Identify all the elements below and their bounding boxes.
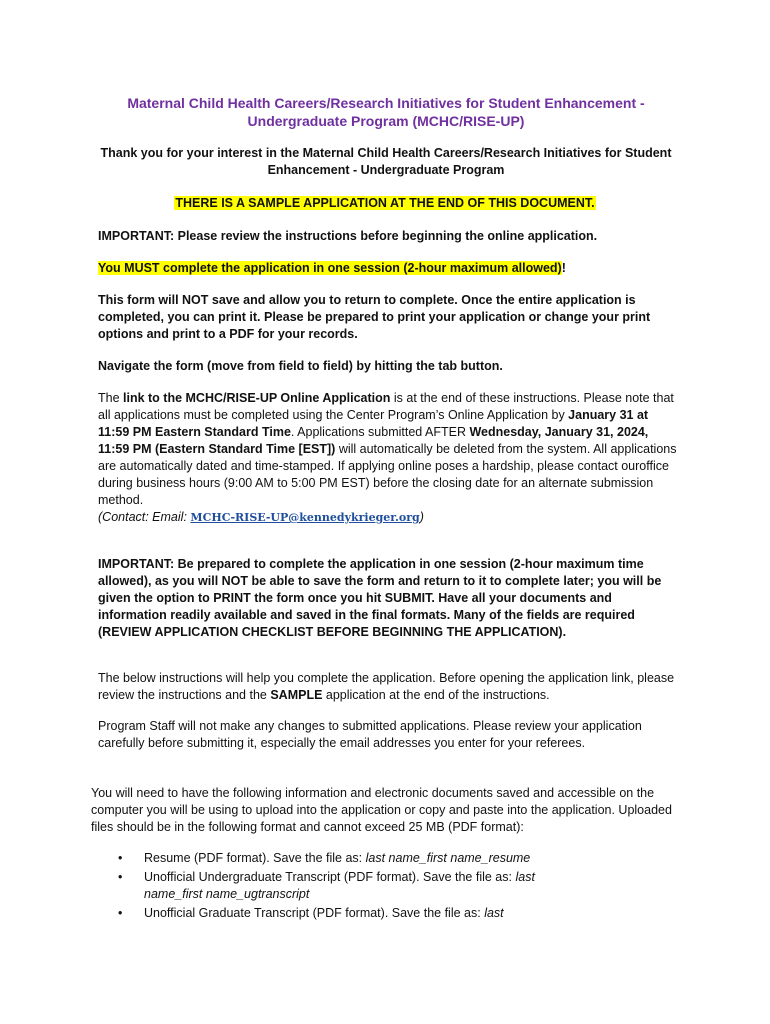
list-item-filename: last name_first name_resume	[365, 851, 531, 865]
sample-word: SAMPLE	[270, 688, 323, 702]
staff-notice: Program Staff will not make any changes to submitted applications. Please review your application carefully before submitting it, especially the email addresses you enter for your referees.	[98, 719, 642, 750]
deadline-text-1: The	[98, 391, 124, 405]
list-item-text: Resume (PDF format). Save the file as:	[144, 851, 366, 865]
must-complete-notice	[98, 260, 678, 277]
document-checklist	[118, 850, 588, 924]
application-link-label: link to the MCHC/RISE-UP Online Application	[123, 391, 391, 405]
list-item-text: Unofficial Undergraduate Transcript (PDF format). Save the file as:	[144, 870, 516, 884]
must-complete-exclamation: !	[561, 261, 566, 275]
list-item-filename: last name_first name_ugtranscript	[144, 870, 535, 901]
list-item-text: Unofficial Graduate Transcript (PDF format). Save the file as:	[144, 906, 485, 920]
must-complete-highlight: You MUST complete the application in one session (2-hour maximum allowed)	[98, 261, 562, 275]
not-save-notice: This form will NOT save and allow you to return to complete. Once the entire application is completed, you can print it. Please be prepared to print your application or change your print options and print to a PDF for your records.	[98, 293, 651, 341]
important-review-notice: IMPORTANT: Please review the instructions before beginning the online application.	[98, 229, 598, 243]
list-item-filename: last	[484, 906, 504, 920]
list-item	[118, 869, 588, 903]
deadline-text-2: is at the end of these instructions. Please note that all applications must be completed using the Center Program’s Online Application by	[98, 391, 674, 422]
bullet-icon: •	[118, 870, 123, 884]
document-title: Maternal Child Health Careers/Research Initiatives for Student Enhancement - Undergraduate Program (MCHC/RISE-UP)	[127, 95, 645, 129]
need-info-paragraph: You will need to have the following information and electronic documents saved and accessible on the computer you will be using to upload into the application or copy and paste into the application. Uploaded files should be in the following format and cannot exceed 25 MB (PDF format):	[91, 786, 672, 834]
deadline-text-4: will automatically be deleted from the system. All applications are automatically dated and time-stamped. If applying online poses a hardship, please contact ouroffice during business hours (9:00 AM to 5:00 PM EST) before the closing date for an alternate submission method.	[98, 442, 677, 507]
below-text-1: The below instructions will help you complete the application. Before opening the application link, please review the instructions and the	[98, 671, 675, 702]
below-text-2: application at the end of the instructions.	[322, 688, 550, 702]
deadline-full-date: Wednesday, January 31, 2024, 11:59 PM (Eastern Standard Time [EST])	[98, 425, 649, 456]
contact-label: (Contact: Email:	[98, 510, 191, 524]
bullet-icon: •	[118, 851, 123, 865]
list-item	[118, 850, 588, 867]
deadline-date: January 31 at 11:59 PM Eastern Standard Time	[98, 408, 649, 439]
bullet-icon: •	[118, 906, 123, 920]
thank-you-message: Thank you for your interest in the Maternal Child Health Careers/Research Initiatives for Student Enhancement - Undergraduate Program	[100, 146, 672, 177]
important-prepared-notice: IMPORTANT: Be prepared to complete the application in one session (2-hour maximum time allowed), as you will NOT be able to save the form and return to it to complete later; you will be given the option to PRINT the form once you hit SUBMIT. Have all your documents and information readily available and saved in the final formats. Many of the fields are required (REVIEW APPLICATION CHECKLIST BEFORE BEGINNING THE APPLICATION).	[98, 557, 662, 639]
deadline-paragraph	[98, 390, 678, 526]
navigate-notice: Navigate the form (move from field to field) by hitting the tab button.	[98, 359, 503, 373]
contact-email-link[interactable]: MCHC-RISE-UP@kennedykrieger.org	[190, 511, 420, 524]
below-instructions-paragraph	[98, 670, 678, 704]
sample-notice: THERE IS A SAMPLE APPLICATION AT THE END OF THIS DOCUMENT.	[175, 196, 595, 210]
sample-notice-line	[0, 194, 770, 212]
contact-end: )	[419, 510, 424, 524]
deadline-text-3: . Applications submitted AFTER	[290, 425, 470, 439]
list-item	[118, 905, 588, 922]
